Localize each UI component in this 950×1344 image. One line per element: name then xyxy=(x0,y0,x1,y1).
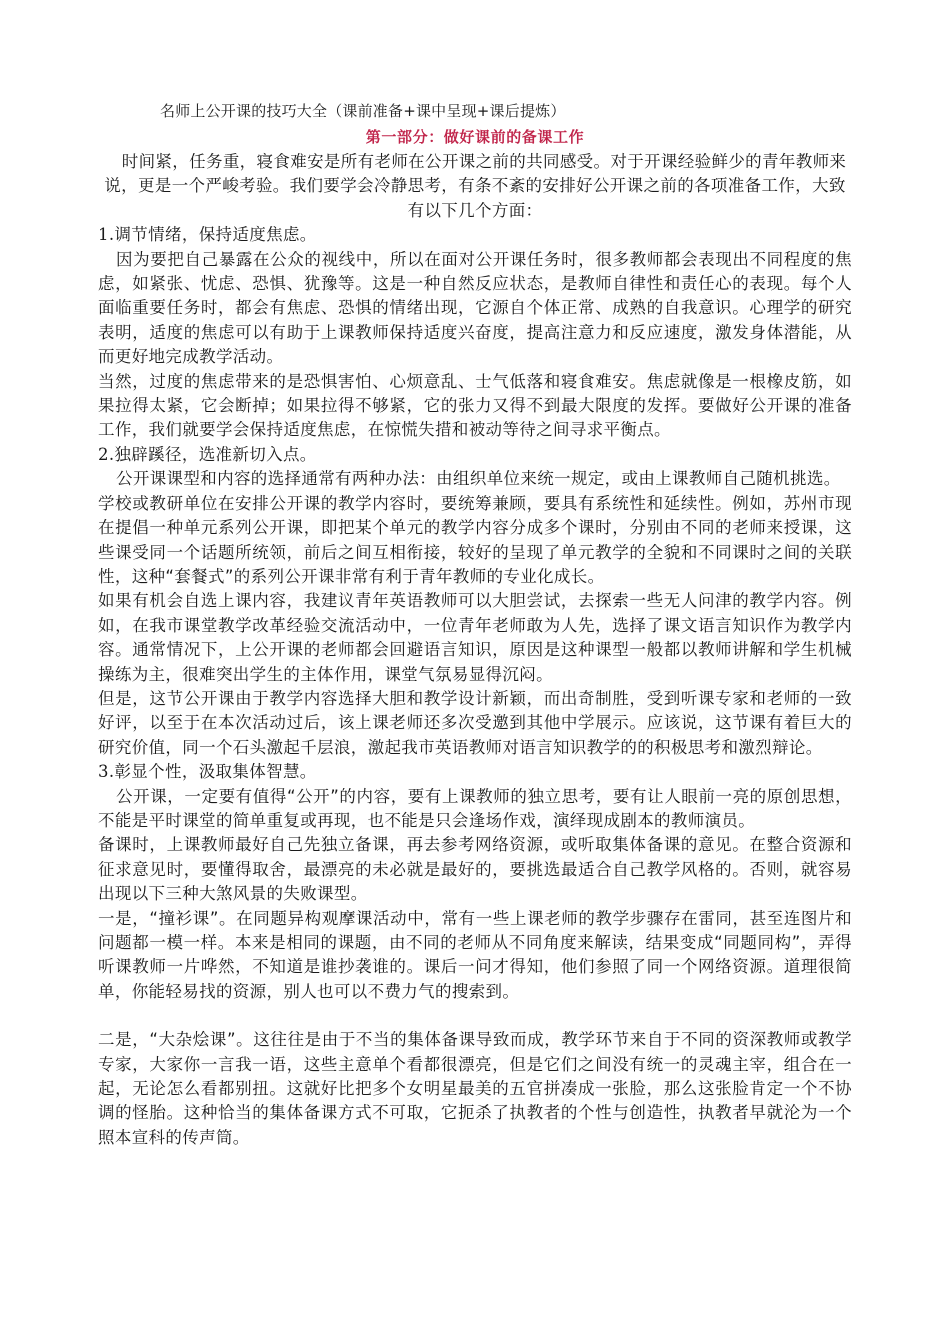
section3-paragraph-1: 公开课，一定要有值得“公开”的内容，要有上课教师的独立思考，要有让人眼前一亮的原创思想，不能是平时课堂的简单重复或再现，也不能是只会逢场作戏，演绎现成剧本的教师演员。 xyxy=(98,786,852,830)
section1-heading: 1.调节情绪，保持适度焦虑。 xyxy=(98,225,317,245)
section2-paragraph-4: 但是，这节公开课由于教学内容选择大胆和教学设计新颖，而出奇制胜，受到听课专家和老师的一致好评，以至于在本次活动过后，该上课老师还多次受邀到其他中学展示。应该说，这节课有着巨大的研究价值，同一个石头激起千层浪，激起我市英语教师对语言知识教学的的积极思考和激烈辩论。 xyxy=(98,688,852,757)
section1-paragraph-2: 当然，过度的焦虑带来的是恐惧害怕、心烦意乱、士气低落和寝食难安。焦虑就像是一根橡皮筋，如果拉得太紧，它会断掉；如果拉得不够紧，它的张力又得不到最大限度的发挥。要做好公开课的准备工作，我们就要学会保持适度焦虑，在惊慌失措和被动等待之间寻求平衡点。 xyxy=(98,371,852,440)
document-page xyxy=(98,100,852,1150)
section2-paragraph-2: 学校或教研单位在安排公开课的教学内容时，要统筹兼顾，要具有系统性和延续性。例如，苏州市现在提倡一种单元系列公开课，即把某个单元的教学内容分成多个课时，分别由不同的老师来授课，这些课受同一个话题所统领，前后之间互相衔接，较好的呈现了单元教学的全貌和不同课时之间的关联性，这种“套餐式”的系列公开课非常有利于青年教师的专业化成长。 xyxy=(98,493,852,586)
section3-paragraph-3: 一是，“撞衫课”。在同题异构观摩课活动中，常有一些上课老师的教学步骤存在雷同，甚至连图片和问题都一模一样。本来是相同的课题，由不同的老师从不同角度来解读，结果变成“同题同构”，弄得听课教师一片哗然，不知道是谁抄袭谁的。课后一问才得知，他们参照了同一个网络资源。道理很简单，你能轻易找的资源，别人也可以不费力气的搜索到。 xyxy=(98,908,852,1001)
part1-heading: 第一部分：做好课前的备课工作 xyxy=(365,128,585,146)
blank-line xyxy=(98,1004,852,1028)
section2-paragraph-1: 公开课课型和内容的选择通常有两种办法：由组织单位来统一规定，或由上课教师自己随机挑选。 xyxy=(116,469,841,489)
section1-paragraph-1: 因为要把自己暴露在公众的视线中，所以在面对公开课任务时，很多教师都会表现出不同程度的焦虑，如紧张、忧虑、恐惧、犹豫等。这是一种自然反应状态，是教师自律性和责任心的表现。每个人面临重要任务时，都会有焦虑、恐惧的情绪出现，它源自个体正常、成熟的自我意识。心理学的研究表明，适度的焦虑可以有助于上课教师保持适度兴奋度，提高注意力和反应速度，激发身体潜能，从而更好地完成教学活动。 xyxy=(98,249,852,367)
document-title: 名师上公开课的技巧大全（课前准备+课中呈现+课后提炼） xyxy=(160,102,566,120)
intro-paragraph: 时间紧，任务重，寝食难安是所有老师在公开课之前的共同感受。对于开课经验鲜少的青年教师来说，更是一个严峻考验。我们要学会冷静思考，有条不紊的安排好公开课之前的各项准备工作，大致有以下几个方面： xyxy=(104,152,847,220)
section3-heading: 3.彰显个性，汲取集体智慧。 xyxy=(98,762,317,782)
section2-paragraph-3: 如果有机会自选上课内容，我建议青年英语教师可以大胆尝试，去探索一些无人问津的教学内容。例如，在我市课堂教学改革经验交流活动中，一位青年老师敢为人先，选择了课文语言知识作为教学内容。通常情况下，上公开课的老师都会回避语言知识，原因是这种课型一般都以教师讲解和学生机械操练为主，很难突出学生的主体作用，课堂气氛易显得沉闷。 xyxy=(98,591,852,684)
section3-paragraph-4: 二是，“大杂烩课”。这往往是由于不当的集体备课导致而成，教学环节来自于不同的资深教师或教学专家，大家你一言我一语，这些主意单个看都很漂亮，但是它们之间没有统一的灵魂主宰，组合在一起，无论怎么看都别扭。这就好比把多个女明星最美的五官拼凑成一张脸，那么这张脸肯定一个不协调的怪胎。这种恰当的集体备课方式不可取，它扼杀了执教者的个性与创造性，执教者早就沦为一个照本宣科的传声筒。 xyxy=(98,1030,852,1147)
section3-paragraph-2: 备课时，上课教师最好自己先独立备课，再去参考网络资源，或听取集体备课的意见。在整合资源和征求意见时，要懂得取舍，最漂亮的未必就是最好的，要挑选最适合自己教学风格的。否则，就容易出现以下三种大煞风景的失败课型。 xyxy=(98,835,852,904)
section2-heading: 2.独辟蹊径，选准新切入点。 xyxy=(98,444,317,464)
